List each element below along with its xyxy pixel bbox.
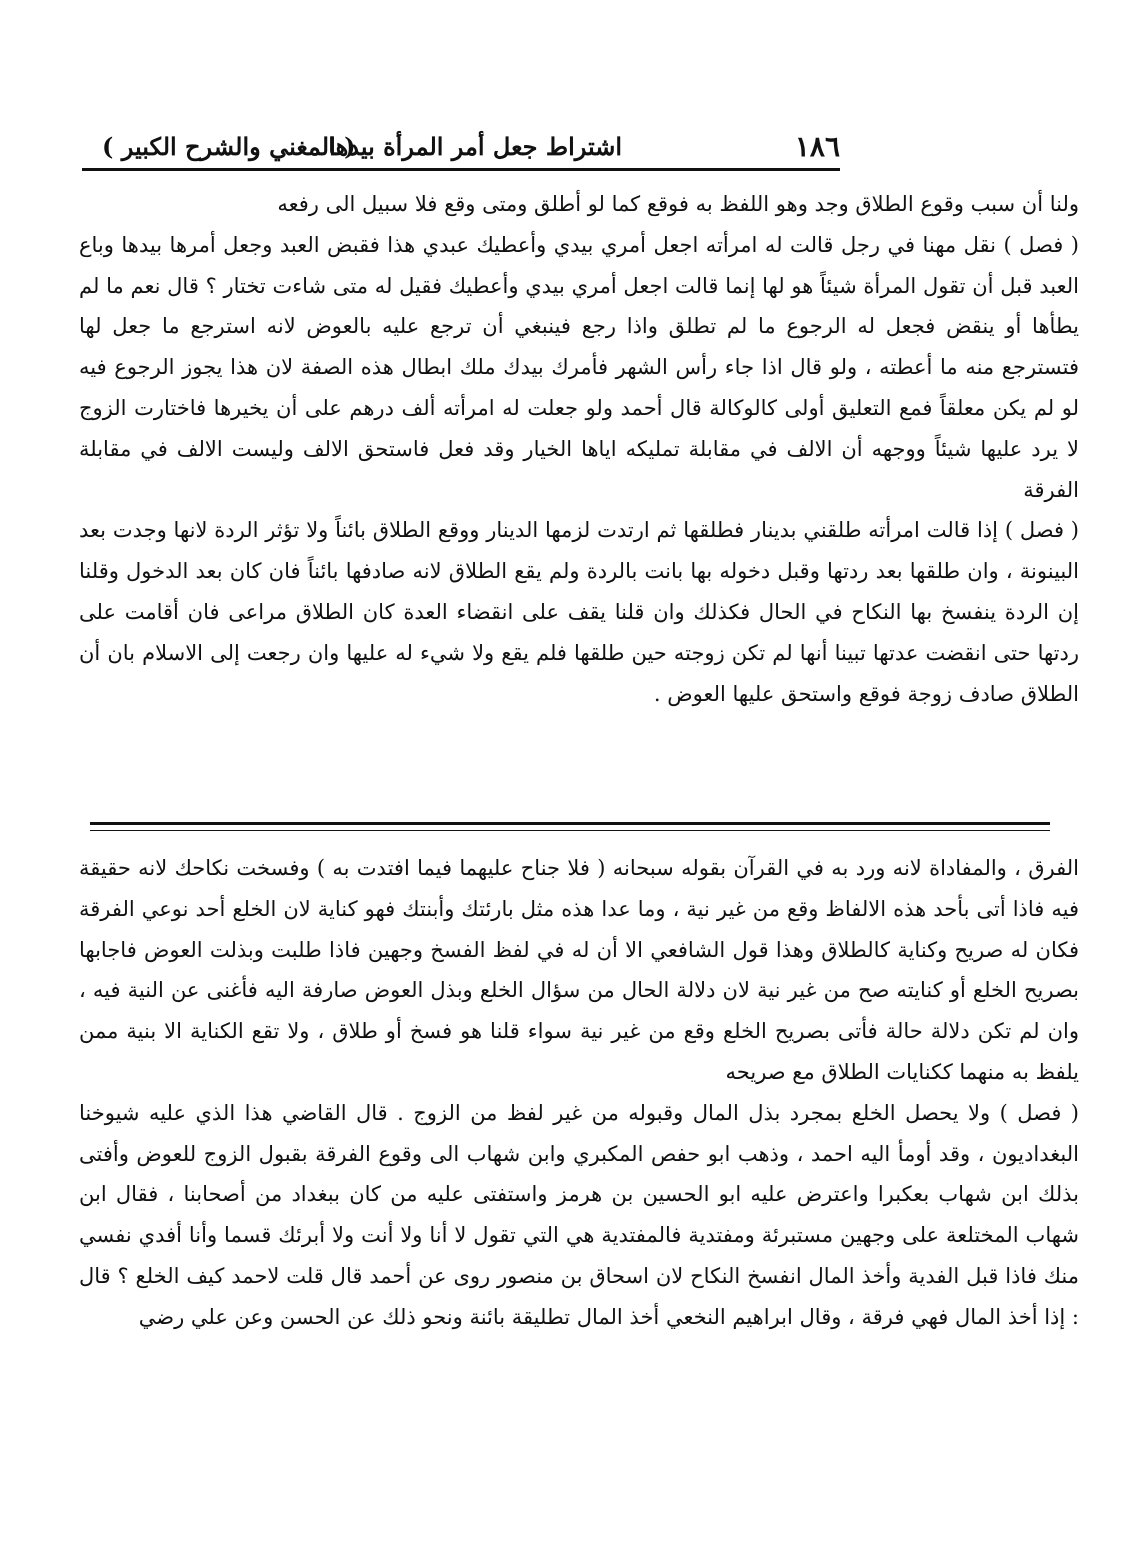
commentary-paragraph-2: ( فصل ) ولا يحصل الخلع بمجرد بذل المال وقبوله من غير لفظ من الزوج . قال القاضي هذا الذي عليه شيوخنا البغداديون ، وقد أومأ اليه احمد ، وذهب ابو حفص المكبري وابن شهاب الى وقوع الفرقة بقبول الزوج للعوض وأفتى بذلك ابن شهاب بعكبرا واعترض عليه ابو الحسين بن هرمز واستفتى عليه من كان ببغداد من أصحابنا ، فقال ابن شهاب المختلعة على وجهين مستبرئة ومفتدية فالمفتدية هي التي تقول لا أنا ولا أنت ولا أبرئك قسما وأنا أفدي نفسي منك فاذا قبل الفدية وأخذ المال انفسخ النكاح لان اسحاق بن منصور روى عن أحمد قال قلت لاحمد كيف الخلع ؟ قال : إذا أخذ المال فهي فرقة ، وقال ابراهيم النخعي أخذ المال تطليقة بائنة ونحو ذلك عن الحسن وعن علي رضي (79, 1100, 1079, 1329)
header-rule (82, 168, 840, 171)
book-title: ( المغني والشرح الكبير ) (102, 132, 356, 161)
commentary-paragraph-1: الفرق ، والمفاداة لانه ورد به في القرآن بقوله سبحانه ( فلا جناح عليهما فيما افتدت به ) وفسخت نكاحك لانه حقيقة فيه فاذا أتى بأحد هذه الالفاظ وقع من غير نية ، وما عدا هذه مثل بارئتك وأبنتك فهو كناية لان الخلع أحد نوعي الفرقة فكان له صريح وكناية كالطلاق وهذا قول الشافعي الا أن له في لفظ الفسخ وجهين فاذا طلبت وبذلت العوض فاجابها بصريح الخلع أو كنايته صح من غير نية لان دلالة الحال من سؤال الخلع وبذل العوض صارفة اليه فأغنى عن النية فيه ، وان لم تكن دلالة حالة فأتى بصريح الخلع وقع من غير نية سواء قلنا هو فسخ أو طلاق ، ولا تقع الكناية الا بنية ممن يلفظ به منهما ككنايات الطلاق مع صريحه (79, 856, 1079, 1084)
section-divider (90, 822, 1050, 831)
page-header (82, 128, 840, 172)
main-paragraph-3: ( فصل ) إذا قالت امرأته طلقني بدينار فطلقها ثم ارتدت لزمها الدينار ووقع الطلاق بائناً ولا تؤثر الردة لانها وجدت بعد البينونة ، وان طلقها بعد ردتها وقبل دخوله بها بانت بالردة ولم يقع الطلاق لانه صادفها بائناً فان كان بعد الدخول وقلنا إن الردة ينفسخ بها النكاح في الحال فكذلك وان قلنا يقف على انقضاء العدة كان الطلاق مراعى فان أقامت على ردتها حتى انقضت عدتها تبينا أنها لم تكن زوجته حين طلقها فلم يقع ولا شيء له عليها وان رجعت إلى الاسلام بان أن الطلاق صادف زوجة فوقع واستحق عليها العوض . (79, 518, 1080, 706)
page-number: ١٨٦ (794, 130, 840, 163)
main-paragraph-2: ( فصل ) نقل مهنا في رجل قالت له امرأته اجعل أمري بيدي وأعطيك عبدي هذا فقبض العبد وجعل أمرها بيدها وباع العبد قبل أن تقول المرأة شيئاً هو لها إنما قالت اجعل أمري بيدي وأعطيك فقيل له متى شاءت تختار ؟ قال نعم ما لم يطأها أو ينقض فجعل له الرجوع ما لم تطلق واذا رجع فينبغي أن ترجع عليه بالعوض لانه استرجع ما جعل لها فتسترجع منه ما أعطته ، ولو قال اذا جاء رأس الشهر فأمرك بيدك ملك ابطال هذه الصفة لان هذا يجوز الرجوع فيه لو لم يكن معلقاً فمع التعليق أولى كالوكالة قال أحمد ولو جعلت له امرأته ألف درهم على أن يخيرها فاختارت الزوج لا يرد عليها شيئاً ووجهه أن الالف في مقابلة تمليكه اياها الخيار وقد فعل فاستحق الالف وليست الالف في مقابلة الفرقة (79, 232, 1079, 502)
section-title: اشتراط جعل أمر المرأة بيدها (328, 132, 622, 161)
main-paragraph-1: ولنا أن سبب وقوع الطلاق وجد وهو اللفظ به فوقع كما لو أطلق ومتى وقع فلا سبيل الى رفعه (277, 192, 1079, 216)
commentary-text (79, 848, 1079, 1338)
main-text (79, 184, 1079, 714)
